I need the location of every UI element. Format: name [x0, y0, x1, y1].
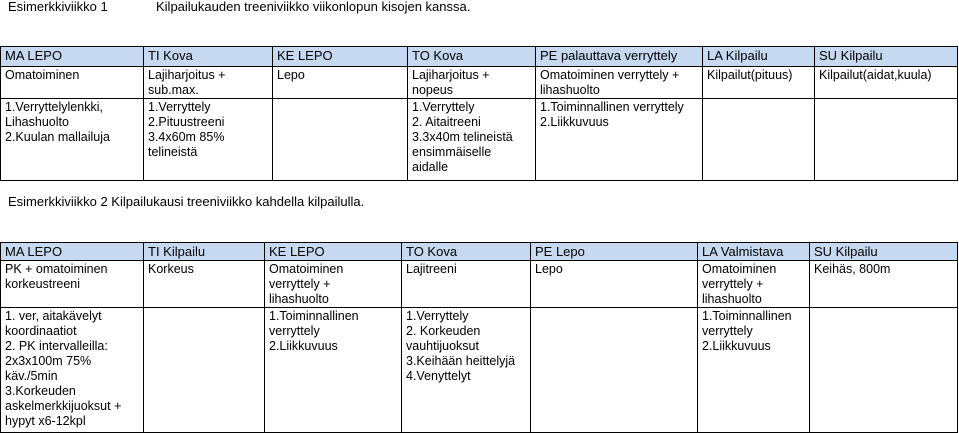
session-cell: Keihäs, 800m [810, 261, 958, 308]
detail-cell: 1. ver, aitakävelyt koordinaatiot 2. PK intervalleilla: 2x3x100m 75% käv./5min 3.Korkeuden askelmerkkijuoksut + hypyt x6-12kpl [1, 308, 144, 433]
week-2-detail-row [1, 308, 958, 433]
session-cell: Korkeus [144, 261, 265, 308]
day-header: LA Kilpailu [703, 47, 815, 67]
day-header: TO Kova [408, 47, 536, 67]
detail-cell [273, 99, 408, 181]
day-header: LA Valmistava [698, 243, 810, 261]
detail-cell: 1.Toiminnallinen verryttely 2.Liikkuvuus [698, 308, 810, 433]
session-cell: Lajiharjoitus + sub.max. [144, 67, 273, 99]
day-header: TI Kilpailu [144, 243, 265, 261]
detail-cell [810, 308, 958, 433]
session-cell: Omatoiminen verryttely + lihashuolto [536, 67, 703, 99]
session-cell: Lajiharjoitus + nopeus [408, 67, 536, 99]
day-header: KE LEPO [265, 243, 402, 261]
day-header: SU Kilpailu [815, 47, 958, 67]
detail-cell: 1.Toiminnallinen verryttely 2.Liikkuvuus [265, 308, 402, 433]
week-2-table [0, 242, 958, 433]
detail-cell: 1.Toiminnallinen verryttely 2.Liikkuvuus [536, 99, 703, 181]
week-1-detail-row [1, 99, 958, 181]
day-header: SU Kilpailu [810, 243, 958, 261]
detail-cell: 1.Verryttely 2. Korkeuden vauhtijuoksut 3.Keihään heittelyjä 4.Venyttelyt [402, 308, 531, 433]
day-header: TO Kova [402, 243, 531, 261]
session-cell: Omatoiminen verryttely + lihashuolto [698, 261, 810, 308]
detail-cell: 1.Verryttely 2. Aitaitreeni 3.3x40m telineistä ensimmäiselle aidalle [408, 99, 536, 181]
session-cell: Omatoiminen [1, 67, 144, 99]
day-header: PE Lepo [531, 243, 698, 261]
example-week-1-title: Esimerkkiviikko 1 [8, 0, 108, 14]
detail-cell [531, 308, 698, 433]
week-1-session-row [1, 67, 958, 99]
detail-cell: 1.Verryttelylenkki, Lihashuolto 2.Kuulan mallailuja [1, 99, 144, 181]
session-cell: Omatoiminen verryttely + lihashuolto [265, 261, 402, 308]
detail-cell [144, 308, 265, 433]
session-cell: Lajitreeni [402, 261, 531, 308]
session-cell: Kilpailut(aidat,kuula) [815, 67, 958, 99]
detail-cell: 1.Verryttely 2.Pituustreeni 3.4x60m 85% telineistä [144, 99, 273, 181]
example-week-2-title: Esimerkkiviikko 2 Kilpailukausi treeniviikko kahdella kilpailulla. [8, 194, 365, 209]
day-header: MA LEPO [1, 47, 144, 67]
week-1-table [0, 46, 958, 181]
session-cell: Kilpailut(pituus) [703, 67, 815, 99]
week-1-day-header-row [1, 47, 958, 67]
detail-cell [703, 99, 815, 181]
week-2-session-row [1, 261, 958, 308]
day-header: KE LEPO [273, 47, 408, 67]
session-cell: PK + omatoiminen korkeustreeni [1, 261, 144, 308]
day-header: MA LEPO [1, 243, 144, 261]
week-2-day-header-row [1, 243, 958, 261]
day-header: PE palauttava verryttely [536, 47, 703, 67]
day-header: TI Kova [144, 47, 273, 67]
example-week-1-description: Kilpailukauden treeniviikko viikonlopun kisojen kanssa. [156, 0, 471, 14]
session-cell: Lepo [531, 261, 698, 308]
session-cell: Lepo [273, 67, 408, 99]
detail-cell [815, 99, 958, 181]
